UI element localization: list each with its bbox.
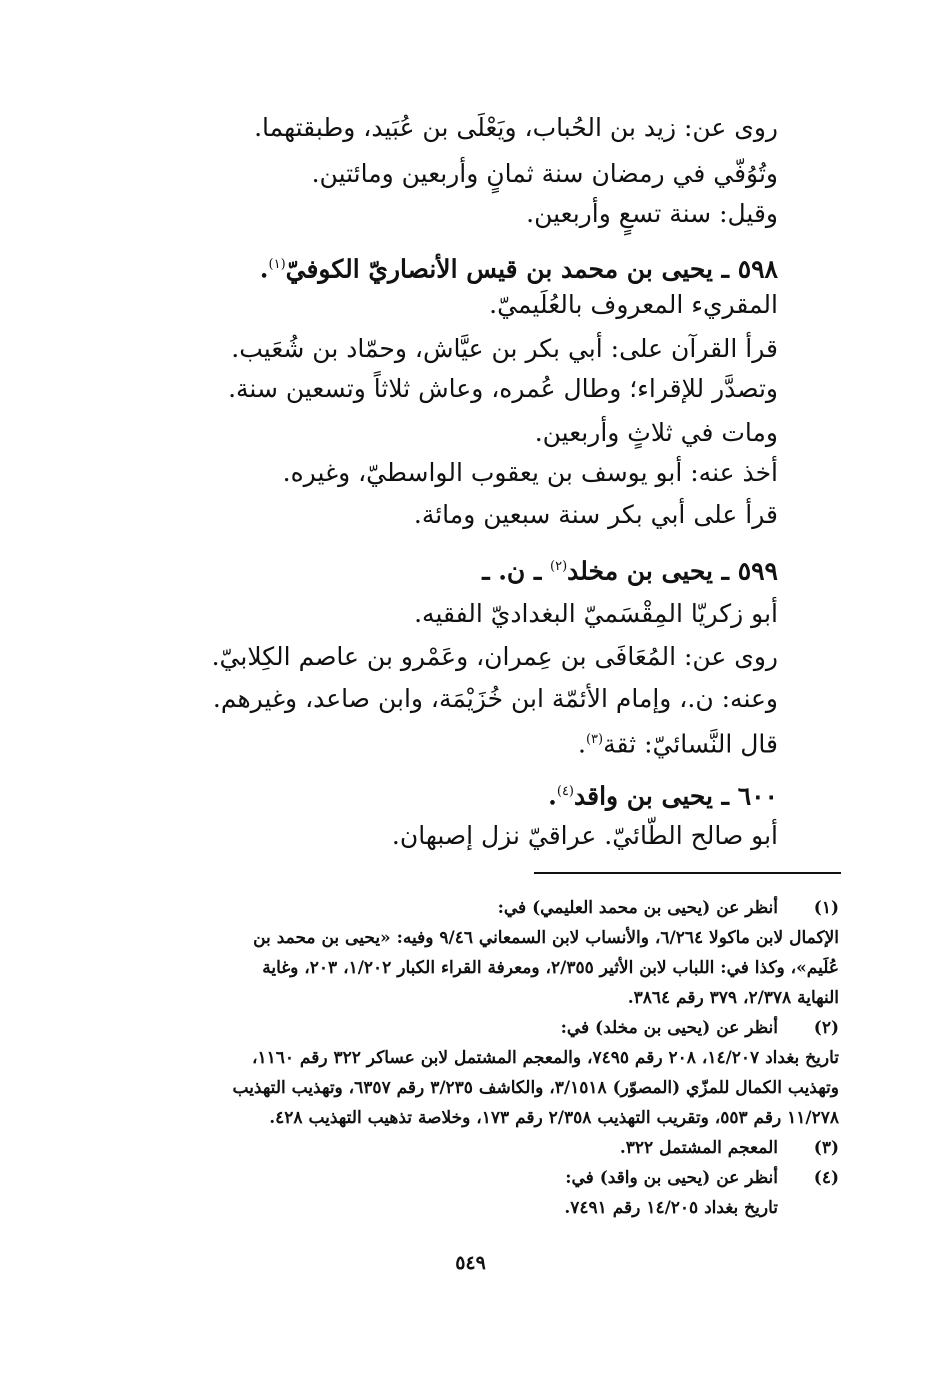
footnote-line: المعجم المشتمل ٣٢٢. <box>619 1138 778 1158</box>
entry-heading-text: ٦٠٠ ـ يحيى بن واقد <box>574 781 778 811</box>
heading-end: ـ ن. ـ <box>482 556 551 586</box>
body-line: وقيل: سنة تسعٍ وأربعين. <box>526 199 778 228</box>
footnote-line: أنظر عن (يحيى بن محمد العليمي) في: <box>497 898 778 918</box>
body-line: وتصدَّر للإقراء؛ وطال عُمره، وعاش ثلاثاً وتسعين سنة. <box>228 374 778 403</box>
footnote-separator <box>534 872 841 874</box>
footnote-line: النهاية ٢/٣٧٨، ٣٧٩ رقم ٣٨٦٤. <box>627 988 839 1008</box>
body-line: قرأ على أبي بكر سنة سبعين ومائة. <box>413 500 778 529</box>
body-line: وتُوُفّي في رمضان سنة ثمانٍ وأربعين ومائتين. <box>311 159 778 188</box>
body-line <box>578 722 778 762</box>
page-number: ٥٤٩ <box>455 1252 486 1274</box>
entry-heading-600 <box>548 774 778 814</box>
body-line: أخذ عنه: أبو يوسف بن يعقوب الواسطيّ، وغيره. <box>282 458 778 487</box>
heading-end: . <box>548 781 557 811</box>
footnote-line: تاريخ بغداد ١٤/٢٠٥ رقم ٧٤٩١. <box>564 1198 778 1218</box>
entry-heading-text: ٥٩٩ ـ يحيى بن مخلد <box>567 556 778 586</box>
footnote-number: (٤) <box>813 1168 839 1188</box>
body-line: أبو صالح الطّائيّ. عراقيّ نزل إصبهان. <box>391 821 778 850</box>
footnote-line: تاريخ بغداد ١٤/٢٠٧، ٢٠٨ رقم ٧٤٩٥، والمعجم المشتمل لابن عساكر ٣٢٢ رقم ١١٦٠، <box>251 1048 839 1068</box>
body-text: قال النَّسائيّ: ثقة <box>603 729 778 759</box>
entry-heading-599 <box>482 549 778 589</box>
footnote-number: (٣) <box>813 1138 839 1158</box>
body-line: روى عن: المُعَافَى بن عِمران، وعَمْرو بن عاصم الكِلابيّ. <box>211 642 778 671</box>
entry-heading-598 <box>260 247 778 287</box>
body-line: المقريء المعروف بالعُلَيميّ. <box>489 290 778 319</box>
body-line: قرأ القرآن على: أبي بكر بن عيَّاش، وحمّاد بن شُعَيب. <box>231 334 778 363</box>
footnote-number: (٢) <box>813 1018 839 1038</box>
footnote-line: أنظر عن (يحيى بن مخلد) في: <box>560 1018 778 1038</box>
footnote-marker: (٢) <box>550 559 568 574</box>
heading-end: . <box>259 254 269 284</box>
entry-heading-text: ٥٩٨ ـ يحيى بن محمد بن قيس الأنصاريّ الكوفيّ <box>285 254 778 284</box>
footnote-line: ١١/٢٧٨ رقم ٥٥٣، وتقريب التهذيب ٢/٣٥٨ رقم ١٧٣، وخلاصة تذهيب التهذيب ٤٢٨. <box>269 1108 839 1128</box>
footnote-line: أنظر عن (يحيى بن واقد) في: <box>565 1168 778 1188</box>
footnote-line: وتهذيب الكمال للمزّي (المصوّر) ٣/١٥١٨، والكاشف ٣/٢٣٥ رقم ٦٣٥٧، وتهذيب التهذيب <box>232 1078 839 1098</box>
body-line: روى عن: زيد بن الحُباب، ويَعْلَى بن عُبَيد، وطبقتهما. <box>254 113 778 142</box>
footnote-line: الإكمال لابن ماكولا ٦/٢٦٤، والأنساب لابن السمعاني ٩/٤٦ وفيه: «يحيى بن محمد بن <box>253 928 839 948</box>
line-end: . <box>578 729 586 759</box>
footnote-marker: (٤) <box>556 784 574 799</box>
body-line: أبو زكريّا المِقْسَميّ البغداديّ الفقيه. <box>414 599 778 628</box>
body-line: وعنه: ن.، وإمام الأئمّة ابن خُزَيْمَة، وابن صاعد، وغيرهم. <box>212 684 778 713</box>
footnote-number: (١) <box>813 898 839 918</box>
body-line: ومات في ثلاثٍ وأربعين. <box>534 418 778 447</box>
footnote-marker: (١) <box>268 257 286 272</box>
footnote-marker: (٣) <box>585 732 604 747</box>
footnote-line: عُلَيم»، وكذا في: اللباب لابن الأثير ٢/٣٥٥، ومعرفة القراء الكبار ١/٢٠٢، ٢٠٣، وغاية <box>262 958 839 978</box>
